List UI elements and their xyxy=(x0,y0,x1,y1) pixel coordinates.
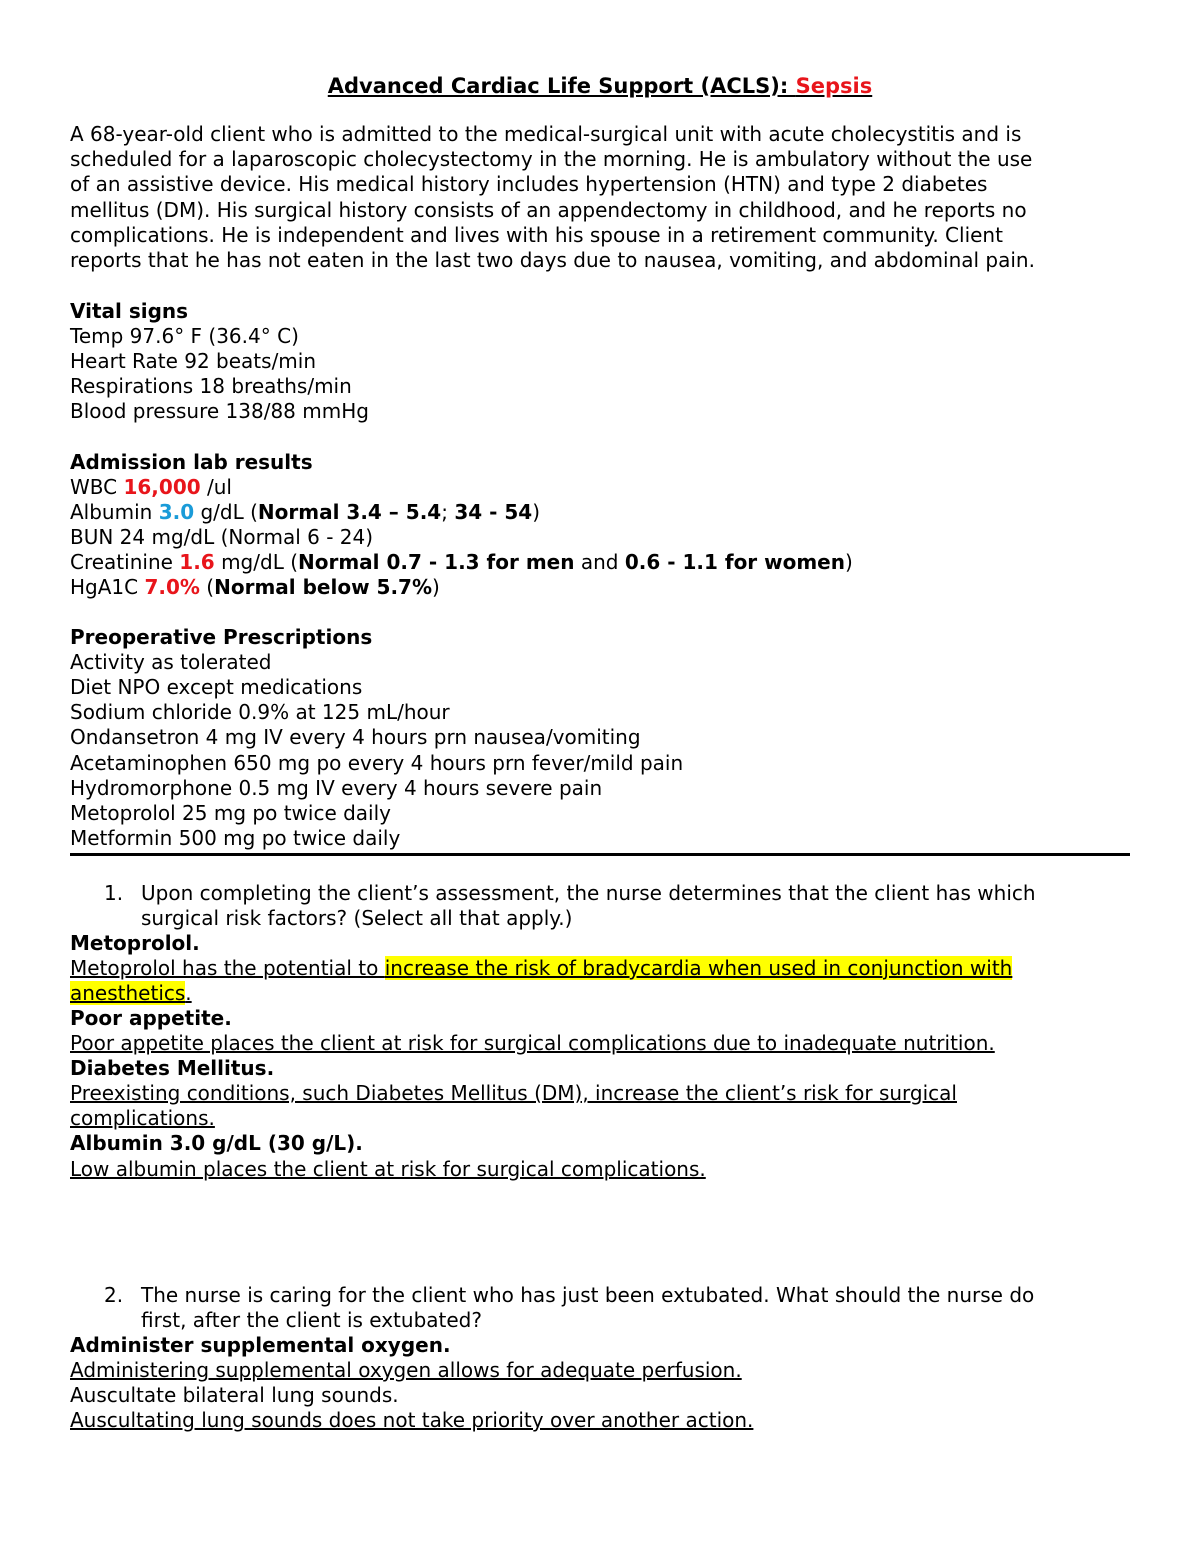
case-line: mellitus (DM). His surgical history consists of an appendectomy in childhood, and he reports no xyxy=(70,198,1027,222)
prescription-item: Metoprolol 25 mg po twice daily xyxy=(70,801,392,825)
rationale-highlight: increase the risk of bradycardia when used in conjunction with xyxy=(384,956,1013,980)
lab-label: Albumin xyxy=(70,500,159,524)
lab-normal-women: 0.6 - 1.1 for women xyxy=(624,550,845,574)
lab-unit: g/dL ( xyxy=(194,500,258,524)
answer-title: Poor appetite. xyxy=(70,1006,232,1030)
labs-heading: Admission lab results xyxy=(70,450,313,474)
case-line: A 68-year-old client who is admitted to the medical-surgical unit with acute cholecystitis and is xyxy=(70,122,1022,146)
prescription-item: Activity as tolerated xyxy=(70,650,272,674)
answer-title: Metoprolol. xyxy=(70,931,200,955)
answer-rationale xyxy=(70,956,1012,981)
lab-normal-men: Normal 0.7 - 1.3 for men xyxy=(298,550,575,574)
lab-close: ) xyxy=(432,575,440,599)
vital-item: Respirations 18 breaths/min xyxy=(70,374,352,398)
lab-value: 16,000 xyxy=(123,475,201,499)
lab-normal: Normal 3.4 – 5.4 xyxy=(257,500,442,524)
page-title xyxy=(0,72,1200,100)
case-line: of an assistive device. His medical history includes hypertension (HTN) and type 2 diabetes xyxy=(70,172,988,196)
answer-rationale: Low albumin places the client at risk for surgical complications. xyxy=(70,1157,706,1181)
lab-label: HgA1C xyxy=(70,575,145,599)
case-line: reports that he has not eaten in the last two days due to nausea, vomiting, and abdominal pain. xyxy=(70,248,1035,272)
lab-close: ) xyxy=(845,550,853,574)
prescription-item: Sodium chloride 0.9% at 125 mL/hour xyxy=(70,700,450,724)
lab-wbc xyxy=(70,475,232,500)
lab-and: and xyxy=(574,550,625,574)
question-text: The nurse is caring for the client who has just been extubated. What should the nurse do xyxy=(141,1283,1035,1307)
case-line: scheduled for a laparoscopic cholecystectomy in the morning. He is ambulatory without the use xyxy=(70,147,1033,171)
lab-creatinine xyxy=(70,550,853,575)
prescription-item: Diet NPO except medications xyxy=(70,675,363,699)
question-number: 1. xyxy=(104,881,124,905)
lab-sep: ; xyxy=(441,500,455,524)
rationale-text: . xyxy=(185,981,192,1005)
prescription-item: Acetaminophen 650 mg po every 4 hours prn fever/mild pain xyxy=(70,751,684,775)
lab-label: Creatinine xyxy=(70,550,180,574)
lab-normal-si: 34 - 54 xyxy=(454,500,533,524)
lab-close: ) xyxy=(532,500,541,524)
question-text: surgical risk factors? (Select all that apply.) xyxy=(141,906,573,930)
vital-item: Heart Rate 92 beats/min xyxy=(70,349,317,373)
rationale-highlight: anesthetics xyxy=(70,981,186,1005)
prescription-item: Ondansetron 4 mg IV every 4 hours prn nausea/vomiting xyxy=(70,725,641,749)
lab-label: WBC xyxy=(70,475,124,499)
prescription-item: Hydromorphone 0.5 mg IV every 4 hours severe pain xyxy=(70,776,603,800)
prescriptions-heading: Preoperative Prescriptions xyxy=(70,625,373,649)
lab-albumin xyxy=(70,500,540,525)
answer-title: Albumin 3.0 g/dL (30 g/L). xyxy=(70,1131,363,1155)
answer-rationale: Poor appetite places the client at risk for surgical complications due to inadequate nutrition. xyxy=(70,1031,995,1055)
lab-hga1c xyxy=(70,575,440,600)
answer-title: Administer supplemental oxygen. xyxy=(70,1333,451,1357)
question-text: Upon completing the client’s assessment, the nurse determines that the client has which xyxy=(141,881,1036,905)
answer-rationale xyxy=(70,981,192,1006)
question-text: first, after the client is extubated? xyxy=(141,1308,482,1332)
answer-rationale: Auscultating lung sounds does not take priority over another action. xyxy=(70,1408,754,1432)
vital-item: Blood pressure 138/88 mmHg xyxy=(70,399,369,423)
lab-value: 7.0% xyxy=(144,575,200,599)
rationale-text: Metoprolol has the potential to xyxy=(70,956,385,980)
lab-bun: BUN 24 mg/dL (Normal 6 - 24) xyxy=(70,525,374,549)
prescription-item: Metformin 500 mg po twice daily xyxy=(70,826,401,850)
answer-rationale: Preexisting conditions, such Diabetes Mellitus (DM), increase the client’s risk for surgical xyxy=(70,1081,957,1105)
answer-rationale: complications. xyxy=(70,1106,215,1130)
lab-open: ( xyxy=(199,575,215,599)
vitals-heading: Vital signs xyxy=(70,299,189,323)
lab-normal: Normal below 5.7% xyxy=(214,575,432,599)
lab-value: 1.6 xyxy=(179,550,215,574)
lab-unit: /ul xyxy=(200,475,232,499)
answer-title: Diabetes Mellitus. xyxy=(70,1056,275,1080)
answer-title: Auscultate bilateral lung sounds. xyxy=(70,1383,399,1407)
vital-item: Temp 97.6° F (36.4° C) xyxy=(70,324,299,348)
question-number: 2. xyxy=(104,1283,124,1307)
lab-unit: mg/dL ( xyxy=(214,550,298,574)
answer-rationale: Administering supplemental oxygen allows for adequate perfusion. xyxy=(70,1358,742,1382)
lab-value: 3.0 xyxy=(158,500,195,524)
case-line: complications. He is independent and lives with his spouse in a retirement community. Client xyxy=(70,223,1003,247)
title-topic: Sepsis xyxy=(795,74,873,98)
section-divider xyxy=(70,853,1130,856)
title-prefix: Advanced Cardiac Life Support (ACLS): xyxy=(327,74,796,98)
